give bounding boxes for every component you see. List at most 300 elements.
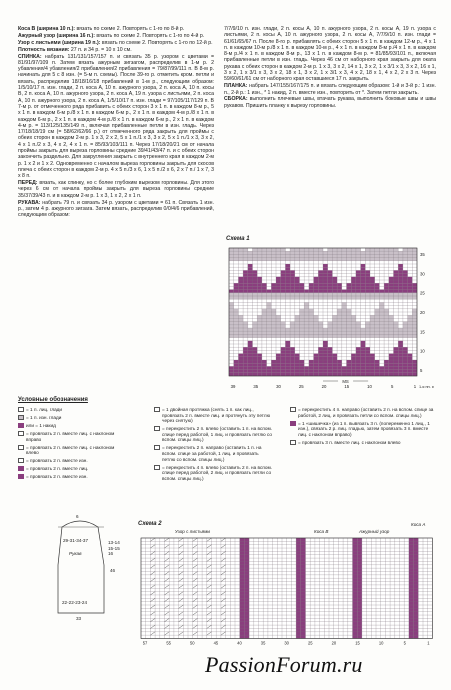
chart1-cell — [304, 302, 309, 305]
chart1-cell — [295, 248, 300, 251]
chart1-cell — [229, 315, 234, 318]
paragraph-text: набрать 79 п. и связать 34 р. узором с цветами = 61 п. Связать 1 изн. р., затем 4 р. ажурного зигзага. Затем вязать, распределив 0/0/4/6 прибавлений, следующим образом: — [18, 199, 214, 219]
chart1-cell — [271, 312, 276, 315]
chart1-cell — [323, 254, 328, 257]
chart1-cell — [300, 296, 305, 299]
sleeve-label: Рукав — [69, 551, 82, 556]
chart1-cell — [285, 341, 290, 344]
chart1-cell — [337, 328, 342, 331]
chart1-cell — [389, 293, 394, 296]
chart1-cell — [295, 331, 300, 334]
chart1-cell — [309, 328, 314, 331]
chart1-cell — [248, 328, 253, 331]
chart1-cell — [394, 283, 399, 286]
chart1-cell — [271, 315, 276, 318]
chart2-bottom-tick: 35 — [260, 640, 266, 646]
chart1-cell — [370, 251, 375, 254]
chart1-cell — [238, 370, 243, 373]
chart1-cell — [295, 360, 300, 363]
chart1-cell — [370, 360, 375, 363]
chart1-cell — [398, 373, 403, 376]
chart1-cell — [318, 347, 323, 350]
chart1-cell — [403, 293, 408, 296]
legend-item — [18, 423, 128, 429]
chart1-cell — [351, 357, 356, 360]
chart1-cell — [332, 254, 337, 257]
chart1-cell — [408, 373, 413, 376]
left-paragraph — [18, 33, 214, 39]
chart1-cell — [356, 325, 361, 328]
chart1-cell — [257, 277, 262, 280]
chart2-bottom-tick: 1 — [427, 640, 430, 646]
chart1-cell — [243, 334, 248, 337]
chart1-cell — [304, 373, 309, 376]
chart1-cell — [271, 334, 276, 337]
stitch-symbol-icon — [154, 426, 160, 431]
legend-text: или = 1 накид — [26, 422, 56, 428]
chart1-cell — [290, 322, 295, 325]
chart1-cell — [379, 373, 384, 376]
chart1-cell — [398, 274, 403, 277]
chart1-cell — [248, 296, 253, 299]
chart1-cell — [323, 357, 328, 360]
chart1-cell — [389, 277, 394, 280]
chart1-cell — [379, 251, 384, 254]
chart1-cell — [328, 357, 333, 360]
chart1-cell — [262, 254, 267, 257]
chart1-cell — [295, 322, 300, 325]
chart1-cell — [309, 293, 314, 296]
chart1-cell — [375, 322, 380, 325]
chart1-cell — [300, 373, 305, 376]
chart1-cell — [281, 322, 286, 325]
chart1-cell — [271, 258, 276, 261]
chart1-cell — [389, 290, 394, 293]
chart1-cell — [370, 334, 375, 337]
chart1-bottom-tick: 25 — [298, 384, 304, 388]
chart1-cell — [318, 258, 323, 261]
chart1-cell — [271, 309, 276, 312]
chart1-cell — [318, 270, 323, 273]
chart1-cell — [375, 254, 380, 257]
chart1-cell — [403, 258, 408, 261]
chart1-cell — [318, 331, 323, 334]
chart1-cell — [229, 293, 234, 296]
chart1-cell — [356, 334, 361, 337]
chart1-cell — [384, 325, 389, 328]
chart1-cell — [384, 258, 389, 261]
chart2-bottom-tick: 20 — [331, 640, 337, 646]
chart1-cell — [332, 293, 337, 296]
chart1-cell — [314, 373, 319, 376]
chart1-cell — [361, 331, 366, 334]
chart1-cell — [267, 306, 272, 309]
chart1-cell — [347, 315, 352, 318]
chart1-cell — [412, 248, 417, 251]
chart1-cell — [262, 258, 267, 261]
chart1-cell — [408, 258, 413, 261]
chart1-cell — [337, 258, 342, 261]
chart1-cell — [248, 251, 253, 254]
chart1-cell — [234, 254, 239, 257]
chart1-cell — [412, 363, 417, 366]
paragraph-text: вязать по схеме 2. Повторять с 1-го по 4-й р. — [96, 32, 205, 39]
chart1-cell — [370, 322, 375, 325]
chart1-cell — [271, 328, 276, 331]
chart1-cell — [384, 370, 389, 373]
chart1-cell — [295, 290, 300, 293]
chart1-cell — [379, 318, 384, 321]
chart1-cell — [271, 360, 276, 363]
chart1-cell — [248, 370, 253, 373]
chart1-cell — [356, 373, 361, 376]
chart1-cell — [356, 286, 361, 289]
chart1-cell — [403, 270, 408, 273]
chart1-cell — [332, 296, 337, 299]
chart1-cell — [408, 354, 413, 357]
paragraph-text: вязать, как спинку, но с более глубоким вырезом горловины. Для этого через 6 см от начала проймы закрыть для выреза горловины средние 35/37/39/43 п. и в каждом 2-м р. 1 х 3, 1 х 2, 2 х 1 п. — [18, 180, 214, 199]
chart1-cell — [379, 293, 384, 296]
chart1-cell — [262, 370, 267, 373]
stitch-symbol-icon — [18, 407, 24, 412]
chart1-cell — [347, 258, 352, 261]
chart1-cell — [304, 328, 309, 331]
legend-title: Условные обозначения — [18, 397, 88, 403]
chart1-cell — [276, 373, 281, 376]
chart1-cell — [389, 283, 394, 286]
chart1-cell — [389, 254, 394, 257]
chart1-cell — [300, 328, 305, 331]
sleeve-bottom: 33 — [76, 616, 82, 621]
chart1-cell — [267, 325, 272, 328]
chart1-cell — [323, 296, 328, 299]
chart1-cell — [229, 325, 234, 328]
chart1-cell — [328, 347, 333, 350]
chart1-cell — [257, 366, 262, 369]
chart1-cell — [243, 350, 248, 353]
chart1-cell — [229, 373, 234, 376]
chart1-cell — [412, 366, 417, 369]
chart1-cell — [248, 354, 253, 357]
chart1-cell — [328, 370, 333, 373]
chart1-cell — [276, 354, 281, 357]
chart1-cell — [347, 248, 352, 251]
chart1-cell — [403, 251, 408, 254]
chart1-cell — [403, 334, 408, 337]
chart1-cell — [323, 354, 328, 357]
chart1-cell — [365, 254, 370, 257]
chart1-cell — [243, 347, 248, 350]
chart1-cell — [262, 251, 267, 254]
chart1-cell — [389, 258, 394, 261]
chart1-cell — [351, 360, 356, 363]
chart1-cell — [253, 370, 258, 373]
legend-text: = провязать 2 п. вместе лиц. с наклоном вправо — [26, 430, 115, 442]
chart1-cell — [365, 357, 370, 360]
chart1-cell — [356, 270, 361, 273]
chart1-cell — [257, 283, 262, 286]
chart1-cell — [337, 370, 342, 373]
chart1-cell — [309, 318, 314, 321]
chart1-cell — [332, 290, 337, 293]
legend-item — [154, 465, 272, 482]
paragraph-heading: СБОРКА: — [224, 96, 248, 103]
chart1-cell — [290, 357, 295, 360]
chart1-cell — [379, 302, 384, 305]
chart1-cell — [234, 366, 239, 369]
chart1-cell — [384, 283, 389, 286]
chart1-cell — [281, 350, 286, 353]
chart1-cell — [379, 258, 384, 261]
chart2-bottom-tick: 15 — [355, 640, 360, 646]
chart1-cell — [262, 315, 267, 318]
chart1-cell — [271, 254, 276, 257]
chart1-cell — [238, 325, 243, 328]
paragraph-heading: ПЛАНКА: — [224, 83, 248, 90]
chart1-cell — [281, 290, 286, 293]
chart1-cell — [323, 286, 328, 289]
chart1-cell — [323, 347, 328, 350]
chart1-cell — [408, 370, 413, 373]
chart1-cell — [267, 312, 272, 315]
chart1-cell — [365, 251, 370, 254]
legend-item — [18, 415, 128, 421]
chart1-cell — [347, 334, 352, 337]
chart1-cell — [398, 366, 403, 369]
chart1-cell — [332, 248, 337, 251]
chart1-cell — [304, 312, 309, 315]
chart1-cell — [253, 357, 258, 360]
chart1-cell — [276, 258, 281, 261]
chart1-cell — [365, 280, 370, 283]
chart1-cell — [262, 373, 267, 376]
chart1-cell — [295, 357, 300, 360]
chart1-cell — [253, 350, 258, 353]
chart1-cell — [285, 251, 290, 254]
legend-item — [18, 458, 128, 464]
chart1-cell — [403, 325, 408, 328]
chart1-cell — [248, 274, 253, 277]
chart1-cell — [300, 283, 305, 286]
chart1-cell — [398, 286, 403, 289]
chart1-cell — [248, 280, 253, 283]
chart1-cell — [300, 293, 305, 296]
chart1-cell — [337, 309, 342, 312]
chart1-cell — [304, 296, 309, 299]
left-paragraph — [18, 40, 214, 46]
chart1-cell — [238, 328, 243, 331]
chart1-cell — [309, 286, 314, 289]
chart1-right-tick: 20 — [420, 310, 425, 315]
left-paragraph — [18, 200, 214, 219]
chart1-cell — [365, 290, 370, 293]
chart1-cell — [323, 363, 328, 366]
paragraph-heading: РУКАВА: — [18, 199, 41, 206]
chart1-cell — [412, 370, 417, 373]
chart1-cell — [300, 322, 305, 325]
chart1-cell — [276, 280, 281, 283]
chart1-cell — [300, 309, 305, 312]
chart1-cell — [234, 331, 239, 334]
chart1-cell — [347, 293, 352, 296]
chart1-cell — [271, 318, 276, 321]
chart1-cell — [276, 251, 281, 254]
chart1-cell — [262, 296, 267, 299]
chart1-cell — [403, 373, 408, 376]
chart1-cell — [281, 334, 286, 337]
paragraph-heading: СПИНКА: — [18, 53, 42, 60]
chart1-cell — [394, 270, 399, 273]
chart1-cell — [412, 293, 417, 296]
chart1-cell — [314, 251, 319, 254]
sleeve-bottom-width: 22-22-23-24 — [62, 600, 88, 605]
chart1-cell — [337, 315, 342, 318]
chart1-cell — [370, 366, 375, 369]
chart1-cell — [281, 274, 286, 277]
chart1-cell — [408, 254, 413, 257]
chart1-cell — [332, 370, 337, 373]
chart1-cell — [384, 251, 389, 254]
chart1-cell — [394, 354, 399, 357]
chart1-cell — [285, 290, 290, 293]
chart1-cell — [281, 347, 286, 350]
chart1-cell — [398, 328, 403, 331]
legend-item — [18, 445, 128, 456]
chart1-cell — [229, 302, 234, 305]
chart1-cell — [398, 341, 403, 344]
chart1-cell — [257, 331, 262, 334]
chart1-cell — [253, 325, 258, 328]
chart1-cell — [394, 370, 399, 373]
chart1-cell — [394, 350, 399, 353]
chart1-cell — [290, 248, 295, 251]
chart1-cell — [365, 286, 370, 289]
chart1-cell — [342, 290, 347, 293]
chart1-cell — [361, 296, 366, 299]
chart1-cell — [375, 283, 380, 286]
right-paragraph — [224, 96, 436, 109]
chart1-cell — [408, 248, 413, 251]
chart1-cell — [318, 254, 323, 257]
chart1-cell — [229, 370, 234, 373]
chart1-cell — [262, 331, 267, 334]
chart1-cell — [276, 315, 281, 318]
chart1-cell — [342, 370, 347, 373]
chart1-cell — [332, 318, 337, 321]
chart1-cell — [379, 331, 384, 334]
chart1-cell — [262, 363, 267, 366]
sleeve-side — [108, 540, 120, 557]
chart1-cell — [361, 357, 366, 360]
chart1-cell — [257, 363, 262, 366]
chart1-cell — [384, 286, 389, 289]
chart1-cell — [238, 357, 243, 360]
chart1-cell — [398, 370, 403, 373]
chart1-cell — [257, 254, 262, 257]
chart1-cell — [328, 325, 333, 328]
chart1-cell — [370, 373, 375, 376]
chart1-cell — [314, 325, 319, 328]
chart1-right-tick: 25 — [420, 290, 425, 296]
chart1-cell — [408, 318, 413, 321]
chart1-cell — [365, 296, 370, 299]
chart1-cell — [257, 280, 262, 283]
chart1-cell — [323, 258, 328, 261]
chart1-cell — [281, 366, 286, 369]
chart1-cell — [361, 373, 366, 376]
chart1-cell — [365, 366, 370, 369]
chart1-bottom-tick: 1 — [413, 384, 417, 388]
chart1-cell — [389, 296, 394, 299]
chart1-cell — [328, 373, 333, 376]
chart1-cell — [347, 290, 352, 293]
chart1-cell — [384, 360, 389, 363]
chart1-cell — [267, 334, 272, 337]
chart1-cell — [243, 254, 248, 257]
chart1-cell — [281, 286, 286, 289]
chart1-cell — [351, 370, 356, 373]
chart1-cell — [323, 350, 328, 353]
chart1-cell — [403, 277, 408, 280]
chart1-cell — [323, 328, 328, 331]
chart1-cell — [398, 280, 403, 283]
chart1-cell — [370, 290, 375, 293]
chart1-cell — [351, 315, 356, 318]
chart2-bottom-tick: 25 — [308, 640, 313, 646]
chart1-cell — [238, 293, 243, 296]
chart1-cell — [323, 370, 328, 373]
chart1-cell — [323, 344, 328, 347]
chart1-cell — [253, 347, 258, 350]
chart1-cell — [323, 293, 328, 296]
chart1-cell — [375, 248, 380, 251]
chart1-cell — [318, 325, 323, 328]
chart1-cell — [356, 277, 361, 280]
chart1-cell — [356, 331, 361, 334]
chart1-cell — [276, 290, 281, 293]
chart1-cell — [328, 277, 333, 280]
chart1-cell — [361, 251, 366, 254]
sleeve-mid: 46 — [110, 568, 116, 573]
chart1-cell — [379, 328, 384, 331]
chart1-cell — [342, 331, 347, 334]
chart1-cell — [309, 290, 314, 293]
chart1-cell — [304, 254, 309, 257]
chart1-cell — [262, 325, 267, 328]
chart1-cell — [347, 328, 352, 331]
paragraph-text: вязать по схеме 2. Повторять с 1-го по 12-й р. — [101, 39, 213, 46]
legend-left — [18, 407, 128, 482]
chart1-cell — [356, 248, 361, 251]
chart1-cell — [347, 360, 352, 363]
chart1-cell — [304, 248, 309, 251]
chart1-cell — [328, 283, 333, 286]
chart1-cell — [389, 251, 394, 254]
chart2-bottom-tick: 45 — [213, 640, 219, 646]
chart1-cell — [332, 283, 337, 286]
chart1-cell — [398, 354, 403, 357]
chart1-cell — [295, 258, 300, 261]
chart1-cell — [323, 274, 328, 277]
chart2-section-cable-b: Коса В — [314, 529, 329, 534]
chart1-cell — [323, 280, 328, 283]
chart1-cell — [285, 373, 290, 376]
chart1-cell — [271, 293, 276, 296]
chart1-cell — [356, 366, 361, 369]
chart1-cell — [281, 293, 286, 296]
chart1-cell — [379, 366, 384, 369]
chart1-cell — [351, 325, 356, 328]
